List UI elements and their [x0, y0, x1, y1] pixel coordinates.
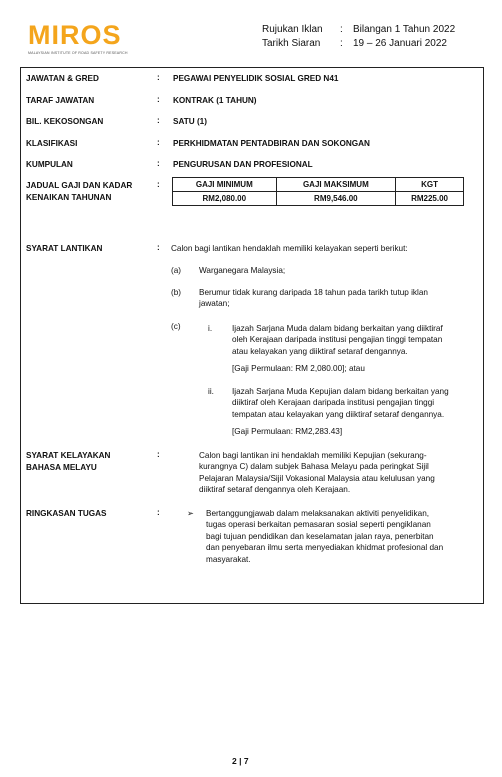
ringkasan-line3: bagi tujuan pendidikan dan keselamatan jalan raya, penerbitan	[206, 532, 434, 541]
ringkasan-line5: masyarakat.	[206, 555, 251, 564]
salary-header-min: GAJI MINIMUM	[173, 178, 277, 192]
syarat-c-marker: (c)	[171, 322, 181, 331]
syarat-label: SYARAT LANTIKAN	[26, 244, 103, 253]
syarat-c-ii-gaji: [Gaji Permulaan: RM2,283.43]	[232, 427, 343, 436]
bullet-arrow-icon: ➢	[187, 509, 194, 518]
bahasa-label-line1: SYARAT KELAYAKAN	[26, 451, 111, 460]
salary-value-max: RM9,546.00	[276, 192, 396, 206]
salary-label-line2: KENAIKAN TAHUNAN	[26, 193, 112, 202]
field-colon: :	[157, 138, 160, 147]
ringkasan-label: RINGKASAN TUGAS	[26, 509, 107, 518]
syarat-a-text: Warganegara Malaysia;	[199, 266, 286, 275]
field-value-kekosongan: SATU (1)	[173, 117, 207, 126]
header-colon: :	[340, 24, 343, 35]
field-label-jawatan: JAWATAN & GRED	[26, 74, 99, 83]
field-colon: :	[157, 116, 160, 125]
syarat-colon: :	[157, 243, 160, 252]
ringkasan-line1: Bertanggungjawab dalam melaksanakan aktiviti penyelidikan,	[206, 509, 430, 518]
syarat-b-line1: Berumur tidak kurang daripada 18 tahun pada tarikh tutup iklan	[199, 288, 428, 297]
field-colon: :	[157, 95, 160, 104]
field-value-kumpulan: PENGURUSAN DAN PROFESIONAL	[173, 160, 313, 169]
header-colon: :	[340, 38, 343, 49]
bahasa-line4: diiktiraf setaraf dengannya oleh Kerajaan.	[199, 485, 351, 494]
syarat-c-i-marker: i.	[208, 324, 213, 333]
logo-text: MIROS	[28, 20, 122, 50]
syarat-c-i-line2: oleh Kerajaan daripada institusi pengajian tinggi tempatan	[232, 335, 443, 344]
syarat-a-marker: (a)	[171, 266, 182, 275]
salary-value-kgt: RM225.00	[396, 192, 464, 206]
page-number: 2 | 7	[232, 756, 249, 766]
bahasa-line2: kurangnya C) dalam subjek Bahasa Melayu pada peringkat Sijil	[199, 462, 429, 471]
header-label-tarikh: Tarikh Siaran	[262, 38, 321, 49]
syarat-c-ii-line3: tempatan atau kelayakan yang diiktiraf setaraf dengannya.	[232, 410, 445, 419]
field-value-jawatan: PEGAWAI PENYELIDIK SOSIAL GRED N41	[173, 74, 339, 83]
header-value-rujukan: Bilangan 1 Tahun 2022	[353, 24, 456, 35]
syarat-b-line2: jawatan;	[199, 299, 230, 308]
ringkasan-line4: dan penyebaran ilmu serta menyediakan khidmat profesional dan	[206, 543, 444, 552]
field-label-klasifikasi: KLASIFIKASI	[26, 139, 78, 148]
salary-header-row	[173, 178, 464, 192]
salary-header-max: GAJI MAKSIMUM	[276, 178, 396, 192]
field-value-taraf: KONTRAK (1 TAHUN)	[173, 96, 257, 105]
salary-header-kgt: KGT	[396, 178, 464, 192]
field-label-kekosongan: BIL. KEKOSONGAN	[26, 117, 104, 126]
field-colon: :	[157, 159, 160, 168]
field-value-klasifikasi: PERKHIDMATAN PENTADBIRAN DAN SOKONGAN	[173, 139, 370, 148]
syarat-c-ii-marker: ii.	[208, 387, 214, 396]
bahasa-label-line2: BAHASA MELAYU	[26, 463, 97, 472]
syarat-c-i-gaji: [Gaji Permulaan: RM 2,080.00]; atau	[232, 364, 365, 373]
syarat-b-marker: (b)	[171, 288, 182, 297]
salary-value-min: RM2,080.00	[173, 192, 277, 206]
miros-logo	[28, 22, 138, 58]
field-label-kumpulan: KUMPULAN	[26, 160, 73, 169]
syarat-intro: Calon bagi lantikan hendaklah memiliki kelayakan seperti berikut:	[171, 244, 408, 253]
salary-label-line1: JADUAL GAJI DAN KADAR	[26, 181, 133, 190]
ringkasan-line2: tugas operasi berkaitan pemasaran sosial seperti pengiklanan	[206, 520, 431, 529]
syarat-c-i-line1: Ijazah Sarjana Muda dalam bidang berkaitan yang diiktiraf	[232, 324, 443, 333]
salary-value-row	[173, 192, 464, 206]
salary-table	[172, 177, 464, 206]
header-value-tarikh: 19 – 26 Januari 2022	[353, 38, 447, 49]
salary-colon: :	[157, 180, 160, 189]
field-colon: :	[157, 73, 160, 82]
logo-tagline: MALAYSIAN INSTITUTE OF ROAD SAFETY RESEARCH	[28, 51, 128, 55]
bahasa-line3: Pelajaran Malaysia/Sijil Vokasional Malaysia atau kelulusan yang	[199, 474, 435, 483]
syarat-c-ii-line1: Ijazah Sarjana Muda Kepujian dalam bidang berkaitan yang	[232, 387, 449, 396]
bahasa-colon: :	[157, 450, 160, 459]
field-label-taraf: TARAF JAWATAN	[26, 96, 95, 105]
bahasa-line1: Calon bagi lantikan ini hendaklah memiliki Kepujian (sekurang-	[199, 451, 427, 460]
syarat-c-ii-line2: diiktiraf oleh Kerajaan daripada institusi pengajian tinggi	[232, 398, 435, 407]
header-label-rujukan: Rujukan Iklan	[262, 24, 323, 35]
ringkasan-colon: :	[157, 508, 160, 517]
syarat-c-i-line3: atau kelayakan yang diiktiraf setaraf dengannya.	[232, 347, 408, 356]
